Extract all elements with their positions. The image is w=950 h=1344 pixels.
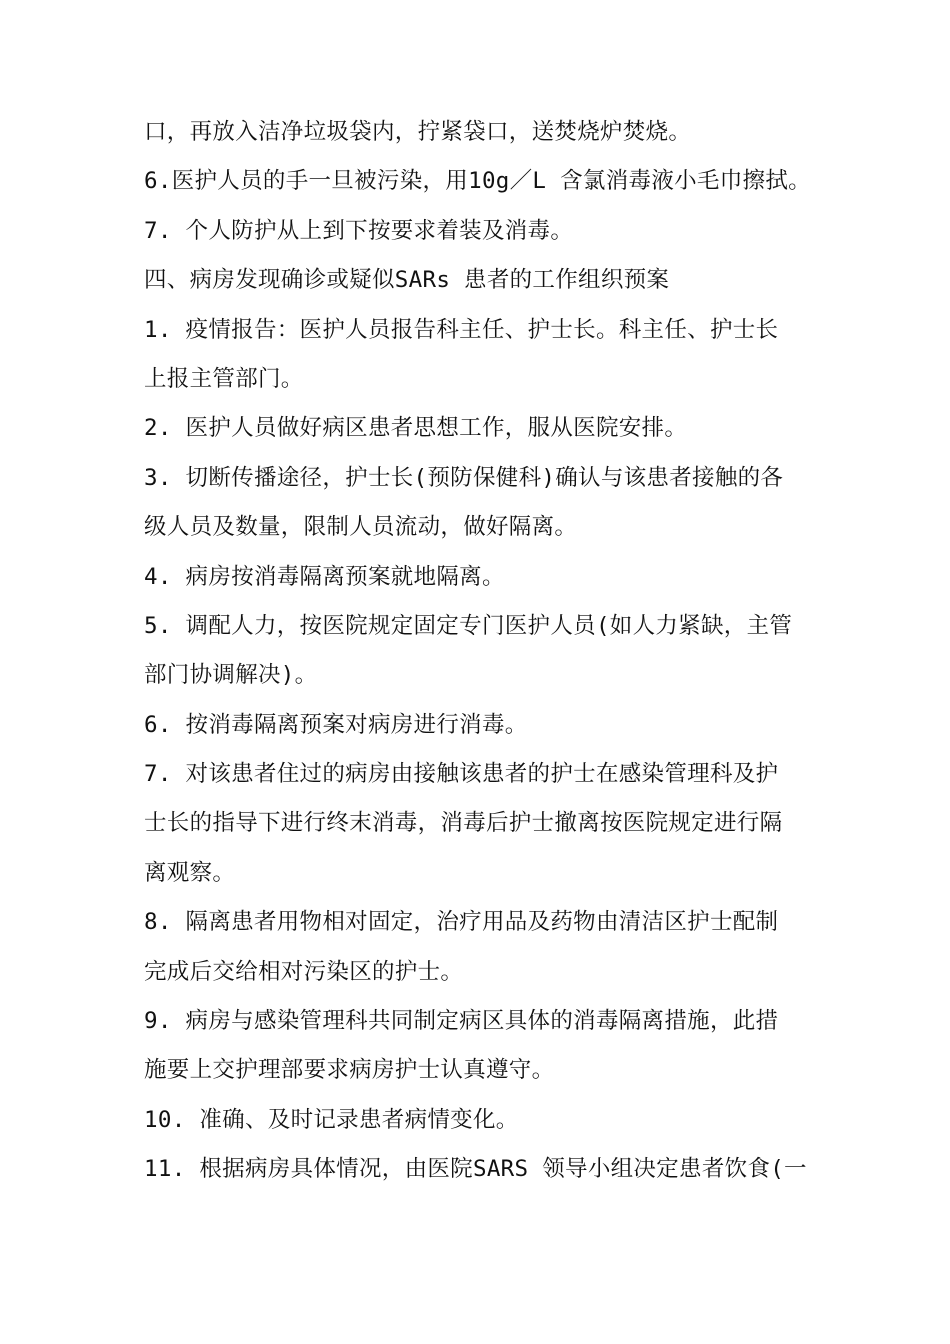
text-line: 施要上交护理部要求病房护士认真遵守。: [144, 1057, 555, 1084]
document-body: [144, 108, 824, 1195]
text-line: 11. 根据病房具体情况，由医院SARS 领导小组决定患者饮食(一: [144, 1156, 807, 1183]
text-line: 8. 隔离患者用物相对固定，治疗用品及药物由清洁区护士配制: [144, 909, 779, 936]
text-line: 上报主管部门。: [144, 365, 304, 392]
text-line: 7. 对该患者住过的病房由接触该患者的护士在感染管理科及护: [144, 761, 779, 788]
text-line: 士长的指导下进行终末消毒，消毒后护士撤离按医院规定进行隔: [144, 810, 783, 837]
text-line: 3. 切断传播途径，护士长(预防保健科)确认与该患者接触的各: [144, 464, 784, 491]
text-line: 5. 调配人力，按医院规定固定专门医护人员(如人力紧缺，主管: [144, 612, 793, 639]
text-line: 1. 疫情报告：医护人员报告科主任、护士长。科主任、护士长: [144, 316, 779, 343]
text-line: 10. 准确、及时记录患者病情变化。: [144, 1106, 519, 1133]
text-line: 完成后交给相对污染区的护士。: [144, 958, 464, 985]
text-line: 6.医护人员的手一旦被污染，用10g／L 含氯消毒液小毛巾擦拭。: [144, 168, 811, 195]
text-line: 7. 个人防护从上到下按要求着装及消毒。: [144, 217, 574, 244]
text-line: 口，再放入洁净垃圾袋内，拧紧袋口，送焚烧炉焚烧。: [144, 119, 692, 145]
text-line: 6. 按消毒隔离预案对病房进行消毒。: [144, 711, 528, 738]
text-line: 4. 病房按消毒隔离预案就地隔离。: [144, 563, 505, 590]
text-line: 离观察。: [144, 859, 236, 886]
text-line: 9. 病房与感染管理科共同制定病区具体的消毒隔离措施，此措: [144, 1008, 779, 1035]
text-line: 部门协调解决)。: [144, 662, 318, 689]
text-line: 2. 医护人员做好病区患者思想工作，服从医院安排。: [144, 415, 688, 442]
text-line: 级人员及数量，限制人员流动，做好隔离。: [144, 514, 578, 541]
section-heading: 四、病房发现确诊或疑似SARs 患者的工作组织预案: [144, 267, 670, 294]
